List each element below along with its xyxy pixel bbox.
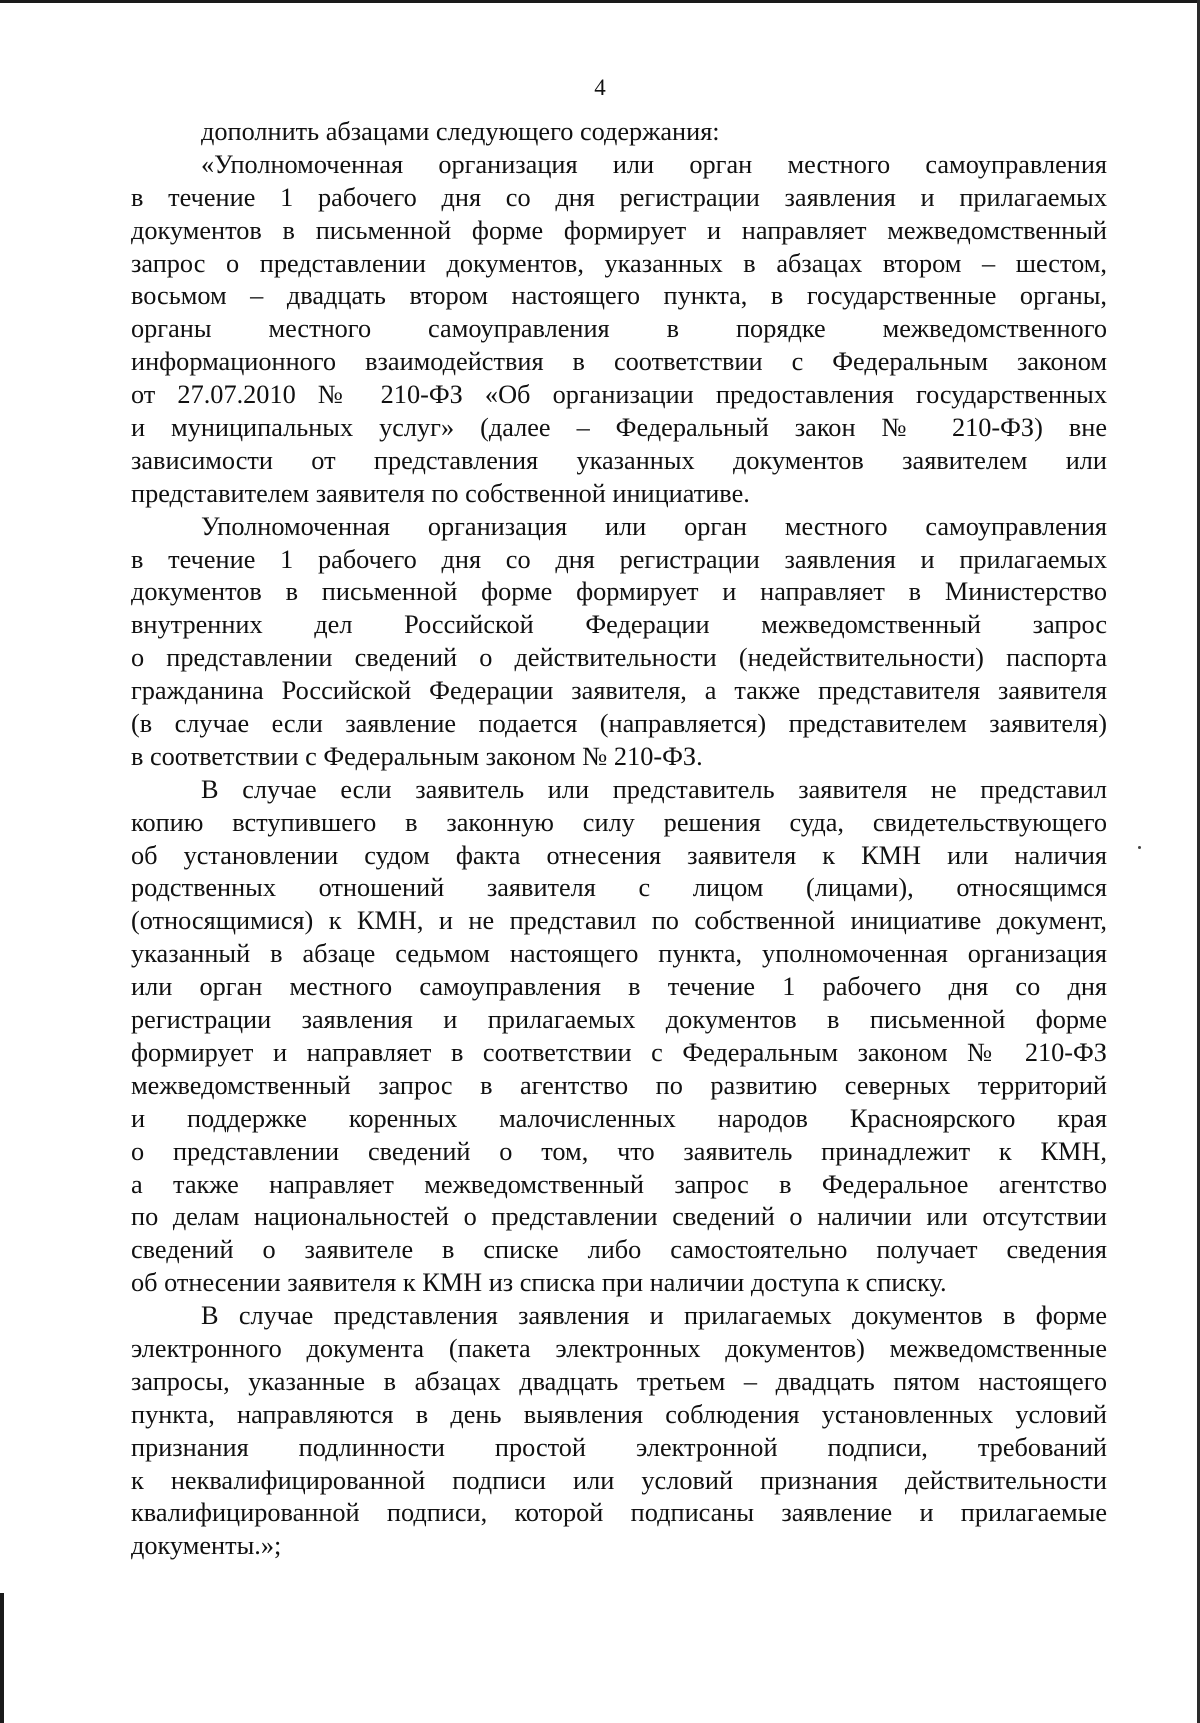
scan-speck	[1138, 846, 1141, 849]
text-line: и поддержке коренных малочисленных народов Красноярского края	[131, 1103, 1107, 1133]
text-line: о представлении сведений о том, что заявитель принадлежит к КМН,	[131, 1136, 1107, 1166]
text-line: восьмом – двадцать втором настоящего пункта, в государственные органы,	[131, 281, 1107, 311]
text-line: В случае представления заявления и прилагаемых документов в форме	[201, 1301, 1107, 1331]
text-line: к неквалифицированной подписи или условий признания действительности	[131, 1465, 1107, 1495]
text-line: формирует и направляет в соответствии с Федеральным законом № 210-ФЗ	[131, 1037, 1107, 1067]
text-line: В случае если заявитель или представитель заявителя не представил	[201, 774, 1107, 804]
text-line: об отнесении заявителя к КМН из списка при наличии доступа к списку.	[131, 1268, 947, 1298]
text-line: зависимости от представления указанных документов заявителем или	[131, 445, 1107, 475]
text-line: информационного взаимодействия в соответствии с Федеральным законом	[131, 347, 1107, 377]
text-line: (в случае если заявление подается (направляется) представителем заявителя)	[131, 709, 1107, 739]
text-line: указанный в абзаце седьмом настоящего пункта, уполномоченная организация	[131, 939, 1107, 969]
text-line: Уполномоченная организация или орган местного самоуправления	[201, 511, 1107, 541]
scan-edge-top	[0, 0, 1200, 3]
text-line: внутренних дел Российской Федерации межведомственный запрос	[131, 610, 1107, 640]
page-number: 4	[594, 75, 606, 100]
paragraph	[131, 511, 1107, 774]
text-line: в течение 1 рабочего дня со дня регистрации заявления и прилагаемых	[131, 544, 1107, 574]
text-line: документов в письменной форме формирует и направляет межведомственный	[131, 215, 1107, 245]
text-line: дополнить абзацами следующего содержания:	[201, 117, 720, 146]
text-line: гражданина Российской Федерации заявителя, а также представителя заявителя	[131, 676, 1107, 706]
text-line: электронного документа (пакета электронных документов) межведомственные	[131, 1333, 1107, 1363]
document-body	[131, 116, 1107, 1563]
text-line: регистрации заявления и прилагаемых документов в письменной форме	[131, 1005, 1107, 1035]
text-line: в соответствии с Федеральным законом № 210-ФЗ.	[131, 741, 703, 771]
text-line: об установлении судом факта отнесения заявителя к КМН или наличия	[131, 840, 1107, 870]
text-line: копию вступившего в законную силу решения суда, свидетельствующего	[131, 807, 1107, 837]
text-line: признания подлинности простой электронной подписи, требований	[131, 1432, 1107, 1462]
text-line: или орган местного самоуправления в течение 1 рабочего дня со дня	[131, 972, 1107, 1002]
text-line: документов в письменной форме формирует и направляет в Министерство	[131, 577, 1107, 607]
text-line: и муниципальных услуг» (далее – Федеральный закон № 210-ФЗ) вне	[131, 413, 1107, 443]
text-line: сведений о заявителе в списке либо самостоятельно получает сведения	[131, 1235, 1107, 1265]
text-line: квалифицированной подписи, которой подписаны заявление и прилагаемые	[131, 1498, 1107, 1528]
text-line: запросы, указанные в абзацах двадцать третьем – двадцать пятом настоящего	[131, 1366, 1107, 1396]
text-line: документы.»;	[131, 1531, 282, 1561]
text-line: органы местного самоуправления в порядке межведомственного	[131, 314, 1107, 344]
text-line: межведомственный запрос в агентство по развитию северных территорий	[131, 1070, 1107, 1100]
text-line: пункта, направляются в день выявления соблюдения установленных условий	[131, 1399, 1107, 1429]
text-line: в течение 1 рабочего дня со дня регистрации заявления и прилагаемых	[131, 182, 1107, 212]
scan-edge-left	[0, 1593, 4, 1723]
text-line: (относящимися) к КМН, и не представил по собственной инициативе документ,	[131, 906, 1107, 936]
text-line: запрос о представлении документов, указанных в абзацах втором – шестом,	[131, 248, 1107, 278]
text-line: от 27.07.2010 № 210-ФЗ «Об организации предоставления государственных	[131, 380, 1107, 410]
text-line: «Уполномоченная организация или орган местного самоуправления	[201, 149, 1107, 179]
text-line: представителем заявителя по собственной инициативе.	[131, 478, 750, 508]
paragraph	[131, 149, 1107, 511]
paragraph	[131, 774, 1107, 1300]
text-line: а также направляет межведомственный запрос в Федеральное агентство	[131, 1169, 1107, 1199]
text-line: родственных отношений заявителя с лицом (лицами), относящимся	[131, 873, 1107, 903]
text-line: по делам национальностей о представлении сведений о наличии или отсутствии	[131, 1202, 1107, 1232]
paragraph	[131, 116, 1107, 149]
text-line: о представлении сведений о действительности (недействительности) паспорта	[131, 643, 1107, 673]
paragraph	[131, 1300, 1107, 1563]
